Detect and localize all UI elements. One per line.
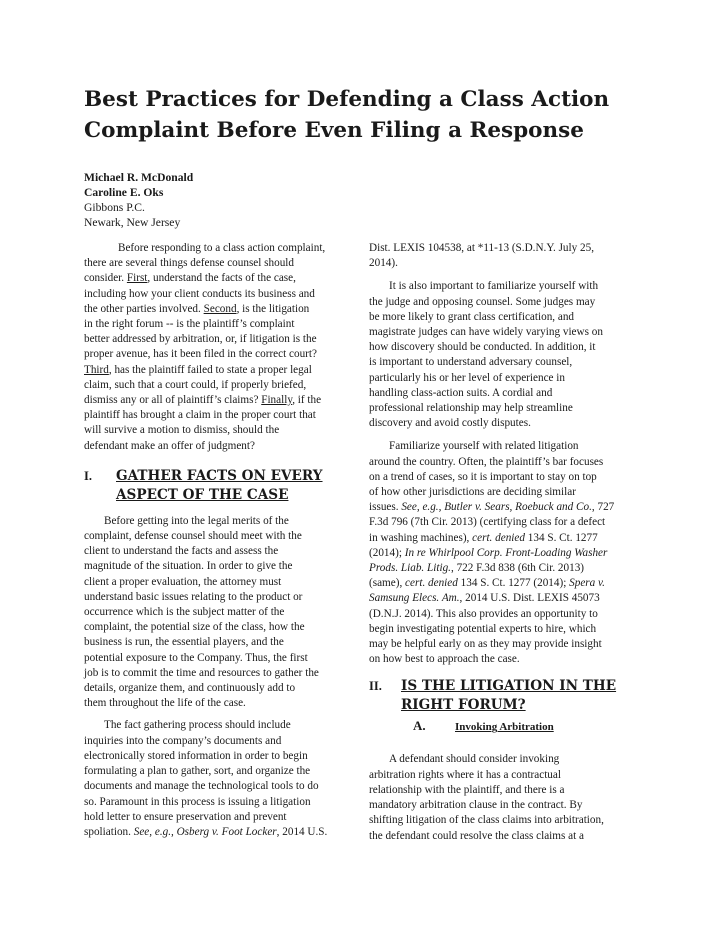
- text-line: discovery and avoid costly disputes.: [369, 417, 531, 430]
- text-line: (D.N.J. 2014). This also provides an opportunity to: [369, 607, 598, 620]
- section-title-line: IS THE LITIGATION IN THE: [401, 678, 617, 695]
- case-citation: In re Whirlpool Corp. Front-Loading Washer: [404, 546, 608, 559]
- text-line: electronically stored information in order to begin: [84, 749, 308, 762]
- text-line: plaintiff has brought a claim in the proper court that: [84, 409, 316, 422]
- text-line: details, organize them, and continuously add to: [84, 682, 296, 695]
- text-line: there are several things defense counsel should: [84, 257, 295, 270]
- text-line: business is run, the essential players, and the: [84, 636, 284, 649]
- text-line: of how other jurisdictions are deciding similar: [369, 486, 576, 499]
- section-number: I.: [84, 468, 92, 483]
- text-line: may be helpful early on as they may provide insight: [369, 638, 602, 651]
- text-line: magistrate judges can have widely varying views on: [369, 326, 603, 339]
- text-line: spoliation. See, e.g., Osberg v. Foot Locker, 2014 U.S.: [84, 825, 328, 838]
- text-line: shifting litigation of the class claims into arbitration,: [369, 814, 604, 827]
- author-name: Caroline E. Oks: [84, 186, 164, 199]
- text-line: 2014).: [369, 257, 398, 270]
- section-heading-1: [84, 467, 356, 505]
- section-number: II.: [369, 679, 382, 694]
- left-column: [84, 241, 356, 840]
- subsection-title: Invoking Arbitration: [455, 721, 554, 734]
- text-line: issues. See, e.g., Butler v. Sears, Roebuck and Co., 727: [369, 501, 615, 514]
- text-line: (same), cert. denied 134 S. Ct. 1277 (2014); Spera v.: [369, 577, 605, 590]
- text-line: (2014); In re Whirlpool Corp. Front-Loading Washer: [369, 546, 608, 559]
- text-line: understand basic issues relating to the product or: [84, 590, 303, 603]
- text-line: how discovery should be conducted. In addition, it: [369, 341, 596, 354]
- text-line: on a trend of cases, so it is important to stay on top: [369, 470, 597, 483]
- text-line: occurrence which is the subject matter of the: [84, 606, 285, 619]
- text-line: Third, has the plaintiff failed to state a proper legal: [84, 363, 312, 376]
- text-line: claim, such that a court could, if properly briefed,: [84, 378, 307, 391]
- text-line: around the country. Often, the plaintiff’s bar focuses: [369, 455, 604, 468]
- text-line: will survive a motion to dismiss, should the: [84, 424, 280, 437]
- facts-paragraph: [84, 514, 356, 712]
- text-line: hold letter to ensure preservation and prevent: [84, 810, 287, 823]
- text-line: arbitration rights where it has a contractual: [369, 768, 561, 781]
- text-line: Samsung Elecs. Am., 2014 U.S. Dist. LEXIS 45073: [369, 592, 600, 605]
- text-line: the judge and opposing counsel. Some judges may: [369, 295, 596, 308]
- subsection-number: A.: [413, 718, 426, 734]
- text-line: the defendant could resolve the class claims at a: [369, 829, 584, 842]
- text-line: in the right forum -- is the plaintiff’s complaint: [84, 318, 295, 331]
- article-title: [84, 84, 644, 146]
- title-line-1: Best Practices for Defending a Class Action: [84, 87, 610, 112]
- text-line: client to understand the facts and assess the: [84, 545, 279, 558]
- text-line: including how your client conducts its business and: [84, 287, 315, 300]
- continued-citation: [369, 241, 639, 271]
- section-title-line: GATHER FACTS ON EVERY: [116, 467, 323, 484]
- section-title-line: RIGHT FORUM?: [401, 697, 526, 714]
- arbitration-paragraph: [369, 752, 639, 843]
- text-line: job is to commit the time and resources to gather the: [84, 666, 319, 679]
- case-citation: See, e.g., Osberg v. Foot Locker: [133, 825, 277, 838]
- text-line: complaint, the potential size of the class, how the: [84, 621, 305, 634]
- text-line: F.3d 796 (7th Cir. 2013) (certifying class for a defect: [369, 516, 606, 529]
- text-line: documents and manage the technological tools to do: [84, 780, 319, 793]
- case-citation: See, e.g., Butler v. Sears, Roebuck and Co.: [401, 501, 592, 514]
- author-location: Newark, New Jersey: [84, 216, 181, 229]
- text-line: so. Paramount in this process is issuing a litigation: [84, 795, 311, 808]
- text-line: relationship with the plaintiff, and there is a: [369, 783, 565, 796]
- text-line: consider. First, understand the facts of the case,: [84, 272, 296, 285]
- title-line-2: Complaint Before Even Filing a Response: [84, 118, 584, 143]
- text-line: complaint, defense counsel should meet with the: [84, 530, 302, 543]
- text-line: dismiss any or all of plaintiff’s claims? Finally, if the: [84, 394, 322, 407]
- text-line: the other parties involved. Second, is the litigation: [84, 302, 310, 315]
- text-line: on how best to approach the case.: [369, 653, 520, 666]
- text-line: in washing machines), cert. denied 134 S. Ct. 1277: [369, 531, 598, 544]
- text-line: Prods. Liab. Litig., 722 F.3d 838 (6th Cir. 2013): [369, 562, 585, 575]
- author-name: Michael R. McDonald: [84, 171, 194, 184]
- text-line: mandatory arbitration clause in the contract. By: [369, 799, 583, 812]
- text-line: A defendant should consider invoking: [389, 753, 560, 766]
- text-line: formulating a plan to gather, sort, and organize the: [84, 765, 311, 778]
- text-line: begin investigating potential experts to hire, which: [369, 622, 597, 635]
- subsection-heading-a: [369, 718, 639, 738]
- text-line: them throughout the life of the case.: [84, 697, 246, 710]
- text-line: The fact gathering process should include: [104, 719, 291, 732]
- section-heading-2: [369, 677, 639, 715]
- text-line: be more likely to grant class certification, and: [369, 310, 575, 323]
- right-column: [369, 241, 639, 844]
- text-line: professional relationship may help streamline: [369, 402, 573, 415]
- judge-paragraph: [369, 279, 639, 431]
- text-line: magnitude of the situation. In order to give the: [84, 560, 293, 573]
- text-line: client a proper evaluation, the attorney must: [84, 575, 282, 588]
- text-line: proper avenue, has it been filed in the correct court?: [84, 348, 317, 361]
- related-litigation-paragraph: [369, 439, 639, 667]
- fact-gathering-paragraph: [84, 718, 356, 840]
- text-line: handling class-action suits. A cordial and: [369, 386, 553, 399]
- text-line: better addressed by arbitration, or, if litigation is the: [84, 333, 317, 346]
- text-line: Before getting into the legal merits of the: [104, 514, 289, 527]
- text-line: potential exposure to the Company. Thus, the first: [84, 651, 308, 664]
- text-line: Dist. LEXIS 104538, at *11-13 (S.D.N.Y. July 25,: [369, 242, 594, 254]
- author-firm: Gibbons P.C.: [84, 201, 145, 214]
- text-line: It is also important to familiarize yourself with: [389, 280, 599, 293]
- intro-paragraph: [84, 241, 356, 454]
- section-title-line: ASPECT OF THE CASE: [116, 486, 289, 503]
- author-block: [84, 170, 193, 230]
- text-line: is important to understand adversary counsel,: [369, 356, 573, 369]
- text-line: Familiarize yourself with related litigation: [389, 440, 579, 453]
- text-line: defendant make an offer of judgment?: [84, 439, 255, 452]
- text-line: inquiries into the company’s documents and: [84, 734, 282, 747]
- text-line: Before responding to a class action complaint,: [118, 242, 326, 254]
- text-line: particularly his or her level of experience in: [369, 371, 566, 384]
